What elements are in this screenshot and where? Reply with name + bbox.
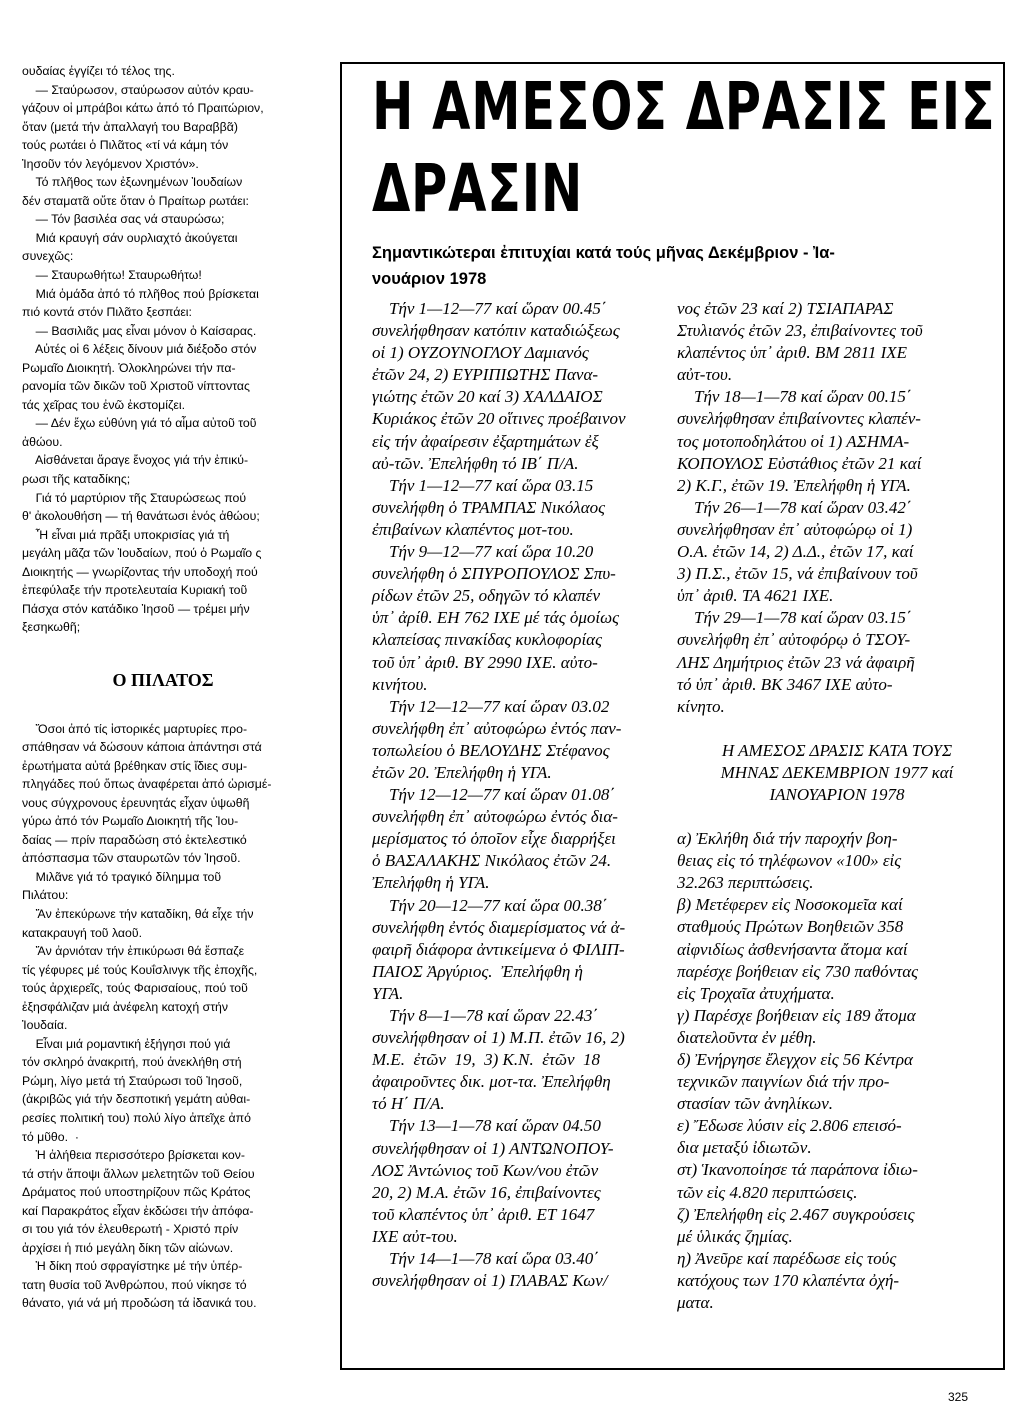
text-line: Μιά κραυγή σάν ουρλιαχτό ἀκούγεται — [22, 230, 238, 245]
text-line: Ο.Α. ἐτῶν 14, 2) Δ.Δ., ἐτῶν 17, καί — [677, 542, 914, 562]
text-line: μεγάλη μᾶζα τῶν Ἰουδαίων, πού ὁ Ρωμαῖο ς — [22, 546, 262, 561]
text-line: ἀπόσπασμα τῶν σταυρωτῶν τόν Ἰησοῦ. — [22, 851, 241, 866]
text-line: ΙΧΕ αὐτ-του. — [372, 1226, 458, 1246]
text-line: Ἰουδαία. — [22, 1018, 68, 1033]
text-line: Ἰησοῦν τόν λεγόμενον Χριστόν». — [22, 156, 199, 171]
text-line: ρίδων ἐτῶν 25, οδηγῶν τό κλαπέν — [372, 586, 601, 606]
text-line: τάς χεῖρας του ἐνῶ ἐκστομίζει. — [22, 397, 186, 412]
text-line: ξεσηκωθῆ; — [22, 620, 81, 635]
text-line: τό μῦθο. · — [22, 1129, 79, 1144]
text-line: Πιλάτου: — [22, 888, 69, 903]
text-line: αἰφνιδίως ἀσθενήσαντα ἄτομα καί — [677, 939, 908, 959]
text-line: συνελήφθη ἐπ᾽ αὐτοφώρω ἐντός παν- — [372, 718, 622, 738]
text-line: συνελήφθησαν οἱ 1) ΑΝΤΩΝΟΠΟΥ- — [372, 1138, 614, 1158]
text-line: θ' ἀκολουθήση — τή θανάτωσι ἑνός ἀθώου; — [22, 509, 260, 524]
text-line: — Δέν ἔχω εὐθύνη γιά τό αἷμα αὐτοῦ τοῦ — [22, 416, 257, 431]
text-line: 2) Κ.Γ., ἐτῶν 19. Ἐπελήφθη ἡ ΥΓΑ. — [677, 475, 911, 495]
text-line: κλαπείσας πινακίδας κυκλοφορίας — [372, 630, 602, 650]
subhead-line-1: Σημαντικώτεραι ἐπιτυχίαι κατά τούς μῆνας Δεκέμβριον - Ἰα- — [372, 244, 835, 262]
text-line: συνελήφθη ἐντός διαμερίσματος νά ἀ- — [372, 917, 626, 937]
text-line: ἐτῶν 24, 2) ΕΥΡΙΠΙΩΤΗΣ Πανα- — [372, 365, 599, 385]
text-line: Ἄν ἀρνιόταν τήν ἐπικύρωσι θά ἔσπαζε — [22, 944, 245, 959]
text-line: Ἐπελήφθη ἡ ΥΓΑ. — [372, 873, 490, 893]
text-line: Αἰσθάνεται ἄραγε ἔνοχος γιά τήν ἐπικύ- — [22, 453, 249, 468]
text-line: Ρώμη, λίγο μετά τή Σταύρωσι τοῦ Ἰησοῦ, — [22, 1073, 243, 1088]
text-line: ἐπιβαίνων κλαπέντος μοτ-του. — [372, 519, 574, 539]
text-line: τοπωλείου ὁ ΒΕΛΟΥΔΗΣ Στέφανος — [372, 740, 610, 760]
text-line: θάνατο, γιά νά μή προδώση τά ἰδανικά του. — [22, 1296, 257, 1311]
text-line: ΛΟΣ Ἀντώνιος τοῦ Κων/νου ἐτῶν — [372, 1160, 599, 1180]
text-line: τατη θυσία τοῦ Ἀνθρώπου, πού νίκησε τό — [22, 1277, 247, 1292]
text-line: Τήν 8—1—78 καί ὥραν 22.43΄ — [372, 1006, 599, 1025]
text-line: Γιά τό μαρτύριον τῆς Σταυρώσεως πού — [22, 490, 247, 505]
text-line: πιό κοντά στόν Πιλᾶτο ξεσπάει: — [22, 305, 192, 320]
text-line: Πάσχα στόν κατάδικο Ἰησοῦ — τρέμει μήν — [22, 601, 250, 616]
text-line: Τήν 1—12—77 καί ὥρα 03.15 — [372, 475, 594, 495]
text-line: ἀθώου. — [22, 434, 63, 449]
text-line: — Σταυρωθήτω! Σταυρωθήτω! — [22, 268, 202, 283]
text-line: ἐπεφύλαξε τήν προτελευταία Κυριακή τοῦ — [22, 583, 248, 598]
text-line: Τό πλῆθος των ἐξωνημένων Ἰουδαίων — [22, 175, 243, 190]
text-line: Στυλιανός ἐτῶν 23, ἐπιβαίνοντες τοῦ — [677, 321, 923, 341]
text-line: κλαπέντος ὑπ᾽ ἀριθ. ΒΜ 2811 ΙΧΕ — [677, 343, 908, 363]
text-line: 32.263 περιπτώσεις. — [677, 873, 814, 893]
text-line: Τήν 14—1—78 καί ὥρα 03.40΄ — [372, 1249, 599, 1269]
text-line: — Τόν βασιλέα σας νά σταυρώσω; — [22, 212, 225, 227]
text-line: γιώτης ἐτῶν 20 καί 3) ΧΑΛΔΑΙΟΣ — [372, 387, 603, 407]
text-line: τος μοτοποδηλάτου οἱ 1) ΑΣΗΜΑ- — [677, 431, 910, 451]
text-line: Ἄν ἐπεκύρωνε τήν καταδίκη, θά εἶχε τήν — [22, 906, 254, 921]
text-line: συνελήφθησαν ἐπ᾽ αὐτοφώρῳ οἱ 1) — [677, 519, 913, 539]
text-line: τά στήν ἄποψι ἄλλων μελετητῶν τοῦ Θείου — [22, 1166, 255, 1181]
text-line: σπάθησαν νά δώσουν κάποια ἀπάντησι στά — [22, 740, 262, 755]
text-line: τῶν εἰς 4.820 περιπτώσεις. — [677, 1182, 858, 1202]
text-line: Τήν 1—12—77 καί ὥραν 00.45΄ — [372, 299, 607, 318]
text-line: Δράματος πού υποστηρίζουν πῶς Κράτος — [22, 1185, 251, 1200]
text-line: σταθμούς Πρώτων Βοηθειῶν 358 — [677, 917, 904, 937]
text-line: 20, 2) Μ.Α. ἐτῶν 16, ἐπιβαίνοντες — [372, 1182, 601, 1202]
text-line: δ) Ἐνήργησε ἔλεγχον εἰς 56 Κέντρα — [677, 1050, 913, 1069]
text-line: ΠΑΙΟΣ Ἀργύριος. Ἐπελήφθη ἡ — [372, 961, 583, 981]
text-line: συνελήφθη ὁ ΣΠΥΡΟΠΟΥΛΟΣ Σπυ- — [372, 564, 616, 584]
text-line: δέν σταματᾶ οὔτε ὅταν ὁ Πραίτωρ ρωτάει: — [22, 193, 249, 208]
text-line: νους σύγχρονους ἐρευνητάς εἶχαν ὑψωθῆ — [22, 795, 250, 810]
spacer — [677, 806, 997, 828]
text-line: 3) Π.Σ., ἐτῶν 15, νά ἐπιβαίνουν τοῦ — [677, 564, 918, 584]
spacer — [677, 718, 997, 740]
text-line: δαίας — πρίν παραδώση στό ἐκτελεστικό — [22, 832, 247, 847]
left-article-column — [22, 62, 304, 1313]
text-line: Ἦ εἶναι μιά πρᾶξι υποκρισίας γιά τή — [22, 527, 230, 542]
text-line: ἀφαιροῦντες δικ. μοτ-τα. Ἐπελήφθη — [372, 1072, 611, 1092]
text-line: στ) Ἱκανοποίησε τά παράπονα ἰδιω- — [677, 1160, 918, 1180]
text-line: Τήν 12—12—77 καί ὥραν 03.02 — [372, 696, 610, 716]
text-line: Ρωμαῖο Διοικητή. Ὁλοκληρώνει τήν πα- — [22, 360, 236, 375]
text-line: μέ ὑλικάς ζημίας. — [677, 1226, 793, 1246]
text-line: Τήν 20—12—77 καί ὥρα 00.38΄ — [372, 895, 608, 915]
text-line: διατελοῦντα ἐν μέθη. — [677, 1027, 817, 1047]
text-line: ε) Ἔδωσε λύσιν εἰς 2.806 επεισό- — [677, 1116, 902, 1136]
text-line: κίνητο. — [677, 696, 725, 716]
text-line: (ἀκριβῶς γιά τήν δεσποτική γεμάτη αὐθαι- — [22, 1092, 251, 1107]
text-line: στασίαν τῶν ἀνηλίκων. — [677, 1094, 834, 1114]
text-line: ζ) Ἐπελήφθη εἰς 2.467 συγκρούσεις — [677, 1204, 915, 1224]
text-line: ὑπ᾽ ἀρίθ. ΕΗ 762 ΙΧΕ μέ τάς ὁμοίως — [372, 608, 620, 628]
text-line: τό Η΄ Π/Α. — [372, 1094, 445, 1114]
text-line: Εἶναι μιά ρομαντική ἐξήγησι πού γιά — [22, 1036, 231, 1051]
text-line: Ἡ δίκη πού σφραγίστηκε μέ τήν ὑπέρ- — [22, 1259, 243, 1274]
text-line: α) Ἐκλήθη διά τήν παροχήν βοη- — [677, 829, 898, 849]
text-line: η) Ἀνεῦρε καί παρέδωσε εἰς τούς — [677, 1248, 897, 1268]
text-line: σι του γιά τόν ἐλευθερωτή - Χριστό πρίν — [22, 1222, 239, 1237]
text-line: ρωσι τῆς καταδίκης; — [22, 472, 131, 487]
text-line: πληγάδες πού ὅπως ἀναφέρεται ἀπό ὡρισμέ- — [22, 777, 272, 792]
text-line: Τήν 29—1—78 καί ὥραν 03.15΄ — [677, 608, 912, 628]
text-line: συνελήφθη ἐπ᾽ αὐτοφώρω ἐντός δια- — [372, 807, 618, 827]
text-line: ἐρωτήματα αὐτά βρέθηκαν στίς ἴδιες συμ- — [22, 758, 248, 773]
text-line: τό ὑπ᾽ ἀριθ. ΒΚ 3467 ΙΧΕ αὐτο- — [677, 674, 893, 694]
text-line: Τήν 9—12—77 καί ὥρα 10.20 — [372, 542, 594, 562]
text-line: κατακραυγή τοῦ λαοῦ. — [22, 925, 142, 940]
subheadline — [372, 240, 982, 292]
text-line: ουδαίας ἐγγίζει τό τέλος της. — [22, 64, 175, 78]
text-line: θειας εἰς τό τηλέφωνον «100» εἰς — [677, 851, 902, 871]
middle-article-column — [372, 298, 672, 1292]
text-line: ΚΟΠΟΥΛΟΣ Εὐστάθιος ἐτῶν 21 καί — [677, 453, 922, 473]
text-line: Μιλᾶνε γιά τό τραγικό δίλημμα τοῦ — [22, 869, 222, 884]
text-line: ἐτῶν 20. Ἐπελήφθη ἡ ΥΓΑ. — [372, 762, 552, 782]
text-line: τοῦ κλαπέντος ὑπ᾽ ἀριθ. ΕΤ 1647 — [372, 1204, 595, 1224]
section-heading: Ο ΠΙΛΑΤΟΣ — [112, 669, 214, 690]
text-line: ὅταν (μετά τήν ἀπαλλαγή του Βαραββᾶ) — [22, 119, 238, 134]
text-line: μερίσματος τό ὁποῖον εἶχε διαρρήξει — [372, 829, 616, 849]
text-line: τοῦ ὑπ᾽ ἀριθ. ΒΥ 2990 ΙΧΕ. αὐτο- — [372, 652, 598, 672]
text-line: συνελήφθησαν οἱ 1) ΓΛΑΒΑΣ Κων/ — [372, 1271, 608, 1291]
text-line: τούς ἀρχιερεῖς, τούς Φαρισαίους, πού τοῦ — [22, 981, 248, 996]
text-line: γ) Παρέσχε βοήθειαν εἰς 189 ἄτομα — [677, 1005, 916, 1025]
text-line: ρεσίες πολιτική του) πολύ λίγο ἀπεῖχε ἀπό — [22, 1110, 251, 1125]
text-line: παρέσχε βοήθειαν εἰς 730 παθόντας — [677, 961, 919, 981]
text-line: Τήν 12—12—77 καί ὥραν 01.08΄ — [372, 785, 616, 805]
text-line: ἀρχίσει ἡ πιό μεγάλη δίκη τῶν αἰώνων. — [22, 1240, 234, 1255]
text-line: αὐ-τῶν. Ἐπελήφθη τό ΙΒ΄ Π/Α. — [372, 453, 579, 473]
text-line: τούς ρωτάει ὁ Πιλᾶτος «τί νά κάμη τόν — [22, 138, 229, 153]
text-line: νος ἐτῶν 23 καί 2) ΤΣΙΑΠΑΡΑΣ — [677, 299, 894, 318]
text-line: τεχνικῶν παιγνίων διά τήν προ- — [677, 1072, 890, 1092]
text-line: ὑπ᾽ ἀριθ. ΤΑ 4621 ΙΧΕ. — [677, 586, 834, 606]
text-line: Κυριάκος ἐτῶν 20 οἵτινες προέβαινον — [372, 409, 626, 429]
text-line: ρανομία τῶν δικῶν τοῦ Χριστοῦ νίπτοντας — [22, 379, 250, 394]
text-line: Τήν 13—1—78 καί ὥραν 04.50 — [372, 1116, 601, 1136]
text-line: ὁ ΒΑΣΑΛΑΚΗΣ Νικόλαος ἐτῶν 24. — [372, 851, 612, 871]
headline-line-2: ΔΡΑΣΙΝ — [372, 150, 584, 227]
text-line: οἱ 1) ΟΥΖΟΥΝΟΓΛΟΥ Δαμιανός — [372, 343, 589, 363]
text-line: ΙΑΝΟΥΑΡΙΟΝ 1978 — [769, 784, 905, 804]
text-line: συνελήφθη ὁ ΤΡΑΜΠΑΣ Νικόλαος — [372, 497, 606, 517]
text-line: Η ΑΜΕΣΟΣ ΔΡΑΣΙΣ ΚΑΤΑ ΤΟΥΣ — [721, 740, 953, 760]
text-line: κατόχους των 170 κλαπέντα ὀχή- — [677, 1270, 900, 1290]
text-line: συνελήφθη ἐπ᾽ αὐτοφόρῳ ὁ ΤΣΟΥ- — [677, 630, 911, 650]
text-line: — Βασιλιᾶς μας εἶναι μόνον ὁ Καίσαρας. — [22, 323, 257, 338]
text-line: Διοικητής — γνωρίζοντας τήν υποδοχή πού — [22, 564, 258, 579]
text-line: Μ.Ε. ἐτῶν 19, 3) Κ.Ν. ἐτῶν 18 — [372, 1050, 601, 1070]
subhead-line-2: νουάριον 1978 — [372, 270, 487, 288]
text-line: συνελήφθησαν οἱ 1) Μ.Π. ἐτῶν 16, 2) — [372, 1028, 625, 1048]
right-article-column — [677, 298, 997, 1314]
text-line: αὐτ-του. — [677, 365, 733, 385]
text-line: γύρω ἀπό τόν Ρωμαῖο Διοικητή τῆς Ἰου- — [22, 814, 239, 829]
text-line: β) Μετέφερεν εἰς Νοσοκομεῖα καί — [677, 895, 903, 915]
text-line: συνελήφθησαν ἐπιβαίνοντες κλαπέν- — [677, 409, 921, 429]
text-line: Ἡ ἀλήθεια περισσότερο βρίσκεται κον- — [22, 1148, 246, 1163]
text-line: — Σταύρωσον, σταύρωσον αὐτόν κραυ- — [22, 82, 254, 97]
text-line: εἰς Τροχαῖα ἀτυχήματα. — [677, 983, 835, 1003]
text-line: Μιά ὁμάδα ἀπό τό πλῆθος πού βρίσκεται — [22, 286, 259, 301]
text-line: δια μεταξύ ἰδιωτῶν. — [677, 1138, 812, 1158]
text-line: ματα. — [677, 1293, 714, 1313]
text-line: συνελήφθησαν κατόπιν καταδιώξεως — [372, 321, 620, 341]
text-line: εἰς τήν ἀφαίρεσιν ἐξαρτημάτων ἐξ — [372, 431, 599, 451]
text-line: γάζουν οἱ μπράβοι κάτω ἀπό τό Πραιτώριον, — [22, 101, 264, 116]
headline-line-1: Η ΑΜΕΣΟΣ ΔΡΑΣΙΣ ΕΙΣ — [372, 68, 996, 145]
text-line: Ὅσοι ἀπό τίς ἱστορικές μαρτυρίες προ- — [22, 721, 248, 736]
text-line: ΜΗΝΑΣ ΔΕΚΕΜΒΡΙΟΝ 1977 καί — [720, 762, 954, 782]
text-line: Τήν 26—1—78 καί ὥραν 03.42΄ — [677, 497, 912, 517]
text-line: συνεχῶς: — [22, 249, 74, 264]
headline — [372, 66, 996, 230]
text-line: Αὐτές οἱ 6 λέξεις δίνουν μιά διέξοδο στόν — [22, 342, 257, 357]
text-line: κινήτου. — [372, 674, 428, 694]
text-line: ΥΓΑ. — [372, 983, 404, 1003]
text-line: Τήν 18—1—78 καί ὥραν 00.15΄ — [677, 387, 912, 407]
page-number: 325 — [948, 1390, 969, 1404]
text-line: τόν σκληρό ἀνακριτή, πού ἀνεκλήθη στή — [22, 1055, 242, 1070]
text-line: τίς γέφυρες μέ τούς Κουΐσλινγκ τῆς ἐποχῆς, — [22, 962, 258, 977]
text-line: φαιρῆ διάφορα ἀντικείμενα ὁ ΦΙΛΙΠ- — [372, 939, 625, 959]
text-line: ἐξησφάλιζαν μιά ἀνέφελη κατοχή στήν — [22, 999, 229, 1014]
text-line: καί Παρακράτος εἶχαν ἐκδώσει τήν ἀπόφα- — [22, 1203, 254, 1218]
text-line: ΛΗΣ Δημήτριος ἐτῶν 23 νά ἀφαιρῆ — [677, 652, 915, 672]
